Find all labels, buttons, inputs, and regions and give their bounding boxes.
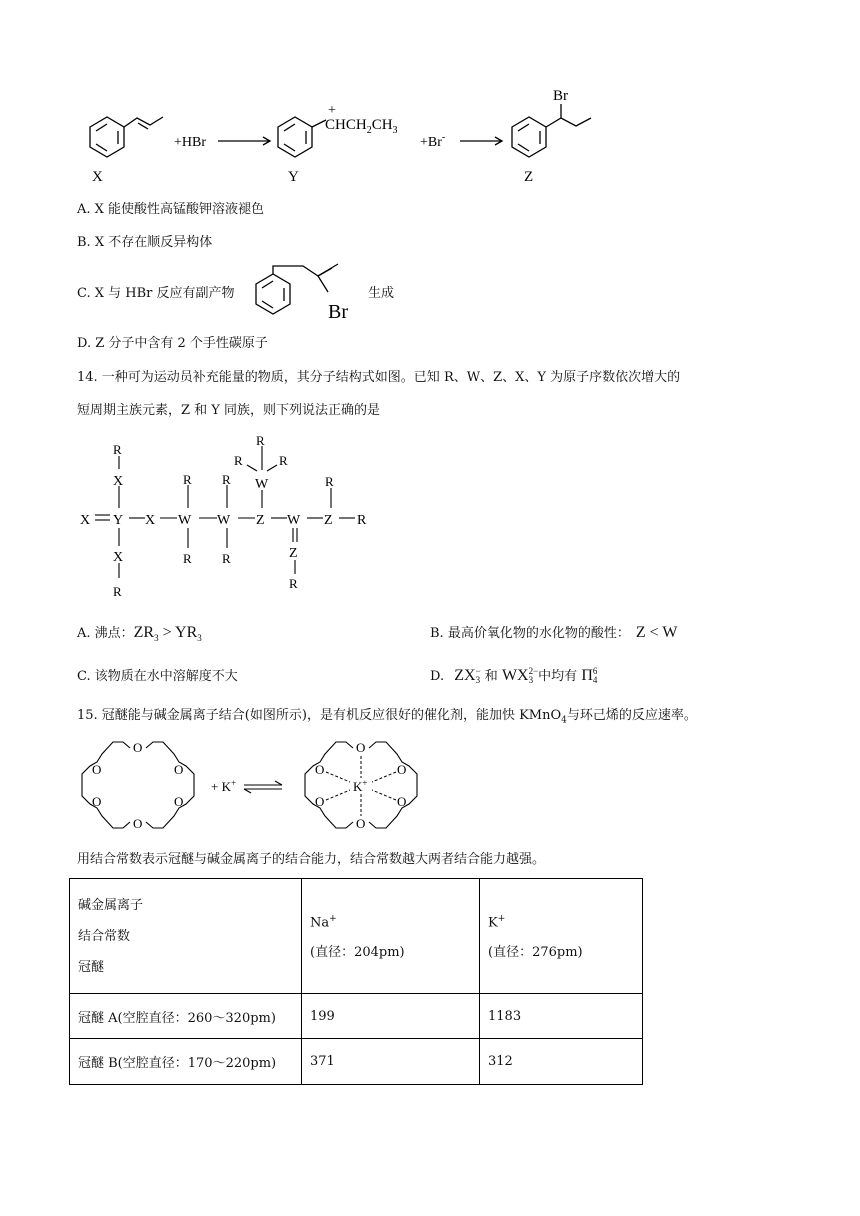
label-z: Z	[524, 169, 534, 185]
r-atom: R	[222, 472, 231, 487]
label-x: X	[92, 169, 103, 185]
r-atom: R	[113, 442, 122, 457]
table-header-row	[70, 879, 643, 994]
r-atom: R	[234, 453, 243, 468]
r-atom: R	[325, 474, 334, 489]
o-atom: O	[133, 740, 143, 755]
binding-constant-table	[69, 878, 643, 1085]
q14-structure	[75, 432, 385, 602]
q15-note: 用结合常数表示冠醚与碱金属离子的结合能力，结合常数越大两者结合能力越强。	[77, 852, 546, 867]
row-name-cell: 冠醚 A(空腔直径：260～320pm)	[70, 994, 302, 1039]
o-atom: O	[356, 816, 366, 831]
benzene-ring-y	[278, 117, 326, 157]
option-a-formula: $ZR_3 > YR_3$	[133, 624, 202, 644]
r-atom: R	[289, 576, 298, 591]
x-atom: X	[113, 550, 124, 565]
r-atom: R	[183, 472, 192, 487]
header-line: 冠醚	[78, 959, 105, 975]
q13-option-d: D. Z 分子中含有 2 个手性碳原子	[77, 336, 268, 351]
r-atom: R	[113, 584, 122, 599]
header-line: 结合常数	[78, 928, 131, 944]
q13-reaction-scheme	[70, 80, 630, 190]
q15-stem: 15. 冠醚能与碱金属离子结合(如图所示)，是有机反应很好的催化剂，能加快 KMnO$_4$与环己烯的反应速率。	[77, 708, 697, 726]
formula-wx3: WX 2− 3	[501, 666, 539, 686]
r-atom: R	[357, 513, 367, 528]
o-atom: O	[397, 762, 407, 777]
header-na-cell: Na+ (直径：204pm)	[302, 879, 480, 994]
formula-zx3: ZX − 3	[454, 666, 481, 686]
mid-text: 中均有	[538, 669, 578, 684]
option-a-prefix: A. 沸点：	[77, 626, 134, 641]
z-atom: Z	[256, 513, 265, 528]
w-atom: W	[287, 513, 301, 528]
label-y: Y	[288, 169, 299, 185]
row-na-cell: 199	[302, 994, 480, 1039]
benzene-ring-x	[90, 117, 163, 157]
row-na-cell: 371	[302, 1039, 480, 1085]
y-chain: $CHCH_2CH_3$	[325, 117, 398, 136]
y-atom: Y	[113, 513, 124, 528]
option-b-formula: Z < W	[635, 624, 678, 641]
o-atom: O	[315, 762, 325, 777]
o-atom: O	[174, 794, 184, 809]
x-atom: X	[113, 474, 124, 489]
o-atom: O	[315, 794, 325, 809]
plus-hbr: +HBr	[174, 135, 207, 150]
r-atom: R	[183, 551, 192, 566]
o-atom: O	[92, 762, 102, 777]
x-atom: X	[145, 513, 156, 528]
q13-option-c-prefix: C. X 与 HBr 反应有副产物	[77, 286, 235, 301]
w-atom: W	[178, 513, 192, 528]
plus-br-minus: +Br-	[420, 132, 446, 150]
q14-option-b	[430, 624, 677, 643]
w-atom: W	[255, 477, 269, 492]
pi-bond: Π 6 4	[581, 666, 598, 686]
o-atom: O	[133, 816, 143, 831]
o-atom: O	[397, 794, 407, 809]
o-atom: O	[356, 740, 366, 755]
r-atom: R	[279, 453, 288, 468]
cation-plus: +	[328, 103, 336, 118]
row-k-cell: 312	[480, 1039, 643, 1085]
z-br: Br	[553, 88, 568, 104]
z-atom: Z	[289, 546, 298, 561]
r-atom: R	[222, 551, 231, 566]
x-atom: X	[80, 513, 91, 528]
header-corner-cell	[70, 879, 302, 994]
q14-stem-line1: 14. 一种可为运动员补充能量的物质，其分子结构式如图。已知 R、W、Z、X、Y 为原子序数依次增大的	[77, 370, 681, 385]
benzene-ring-z	[512, 104, 591, 157]
header-line: 碱金属离子	[78, 897, 144, 913]
q13-option-b: B. X 不存在顺反异构体	[77, 235, 213, 250]
option-b-prefix: B. 最高价氧化物的水化物的酸性：	[430, 626, 630, 641]
table-row	[70, 994, 643, 1039]
q13-option-c-suffix: 生成	[368, 286, 395, 301]
q14-option-d	[430, 667, 597, 686]
plus-k-ion: + K+	[211, 778, 237, 794]
table-row	[70, 1039, 643, 1085]
k-center: K+	[353, 778, 368, 794]
o-atom: O	[174, 762, 184, 777]
q15-crown-ether-reaction	[70, 734, 440, 838]
q14-option-a	[77, 624, 202, 647]
c-br-label: Br	[328, 301, 348, 323]
q13-option-a: A. X 能使酸性高锰酸钾溶液褪色	[77, 202, 265, 217]
q14-stem-line2: 短周期主族元素，Z 和 Y 同族，则下列说法正确的是	[77, 403, 381, 418]
header-k-cell: K+ (直径：276pm)	[480, 879, 643, 994]
q14-option-c: C. 该物质在水中溶解度不大	[77, 669, 238, 684]
o-atom: O	[92, 794, 102, 809]
and-text: 和	[484, 669, 498, 684]
row-name-cell: 冠醚 B(空腔直径：170～220pm)	[70, 1039, 302, 1085]
z-atom: Z	[324, 513, 333, 528]
option-d-prefix: D.	[430, 669, 445, 684]
row-k-cell: 1183	[480, 994, 643, 1039]
q13-option-c-structure	[250, 262, 365, 324]
r-atom: R	[256, 433, 265, 448]
w-atom: W	[217, 513, 231, 528]
